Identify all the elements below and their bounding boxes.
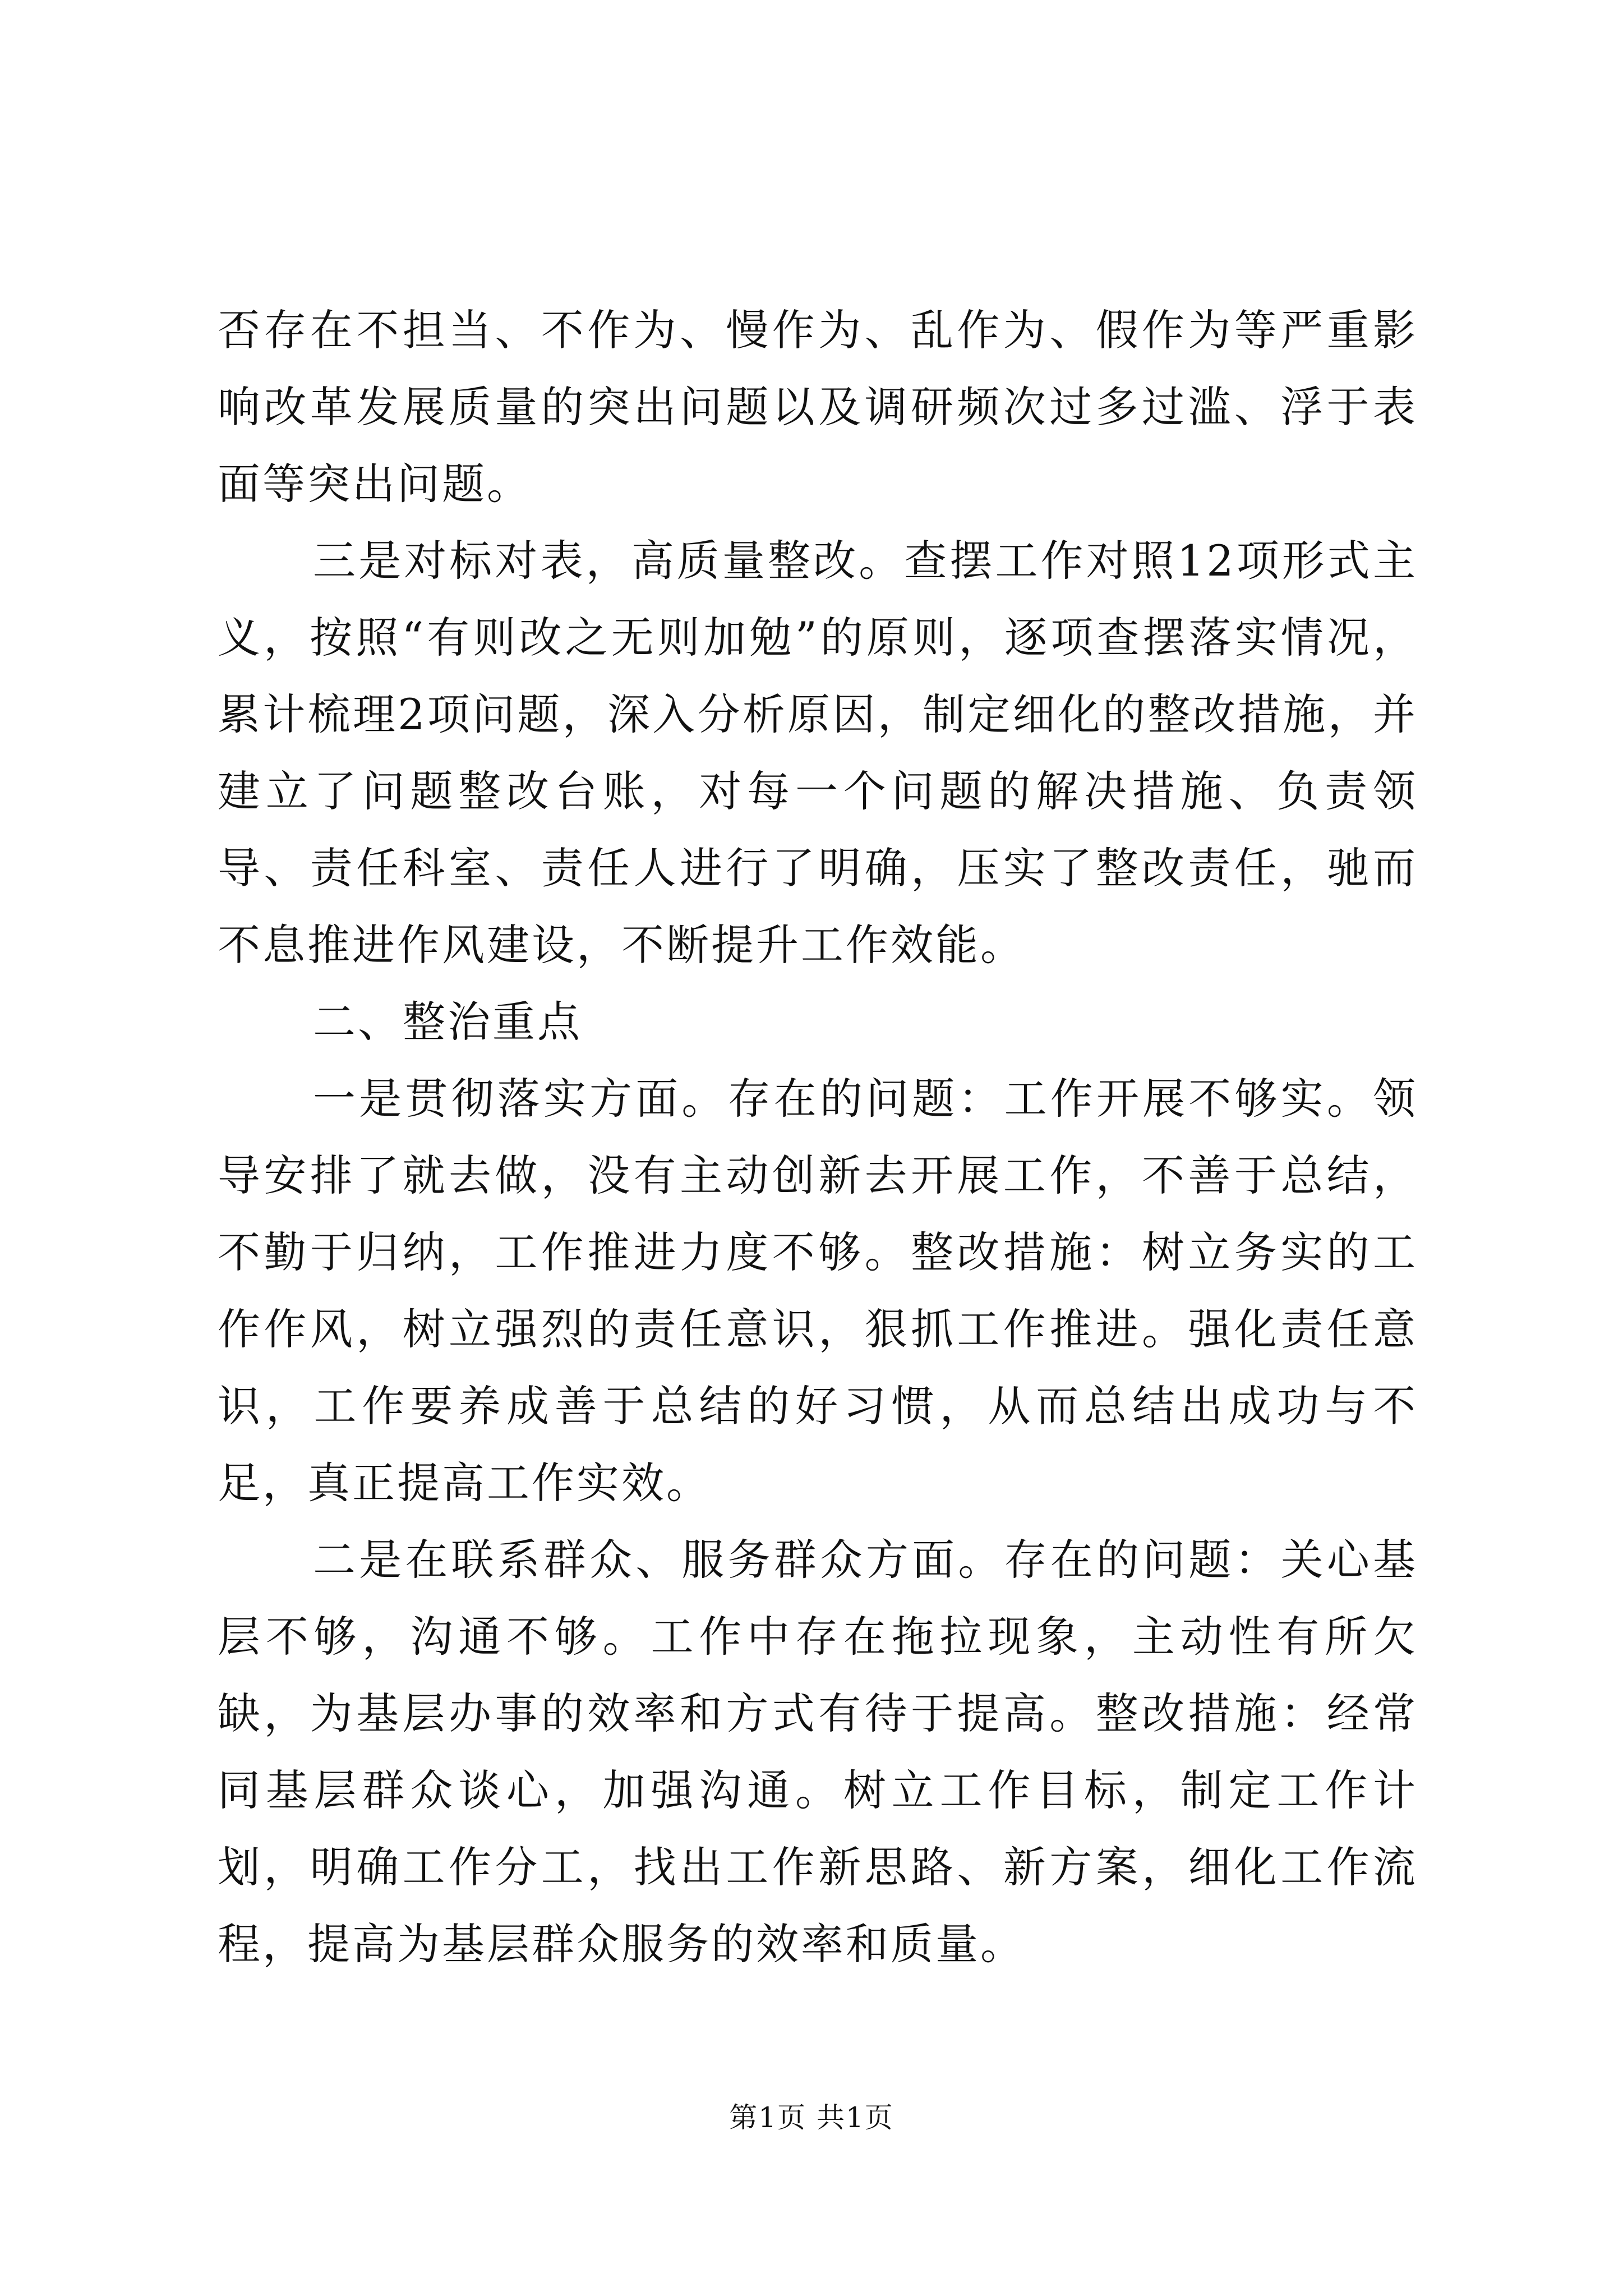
paragraph-third-point: 三是对标对表，高质量整改。查摆工作对照12项形式主义，按照“有则改之无则加勉”的原则，逐项查摆落实情况，累计梳理2项问题，深入分析原因，制定细化的整改措施，并建立了问题整改台账，对每一个问题的解决措施、负责领导、责任科室、责任人进行了明确，压实了整改责任，驰而不息推进作风建设，不断提升工作效能。 xyxy=(218,536,1418,970)
page-footer: 第1页 共1页 xyxy=(729,2101,894,2134)
section-heading-remediation-focus: 二、整治重点 xyxy=(313,997,582,1047)
paragraph-continuation: 否存在不担当、不作为、慢作为、乱作为、假作为等严重影响改革发展质量的突出问题以及调研频次过多过滥、浮于表面等突出问题。 xyxy=(218,305,1418,509)
paragraph-serving-masses: 二是在联系群众、服务群众方面。存在的问题：关心基层不够，沟通不够。工作中存在拖拉现象，主动性有所欠缺，为基层办事的效率和方式有待于提高。整改措施：经常同基层群众谈心，加强沟通。树立工作目标，制定工作计划，明确工作分工，找出工作新思路、新方案，细化工作流程，提高为基层群众服务的效率和质量。 xyxy=(218,1535,1418,1969)
document-body xyxy=(218,292,1418,1982)
paragraph-implementation: 一是贯彻落实方面。存在的问题：工作开展不够实。领导安排了就去做，没有主动创新去开展工作，不善于总结，不勤于归纳，工作推进力度不够。整改措施：树立务实的工作作风，树立强烈的责任意识，狠抓工作推进。强化责任意识，工作要养成善于总结的好习惯，从而总结出成功与不足，真正提高工作实效。 xyxy=(218,1074,1418,1508)
